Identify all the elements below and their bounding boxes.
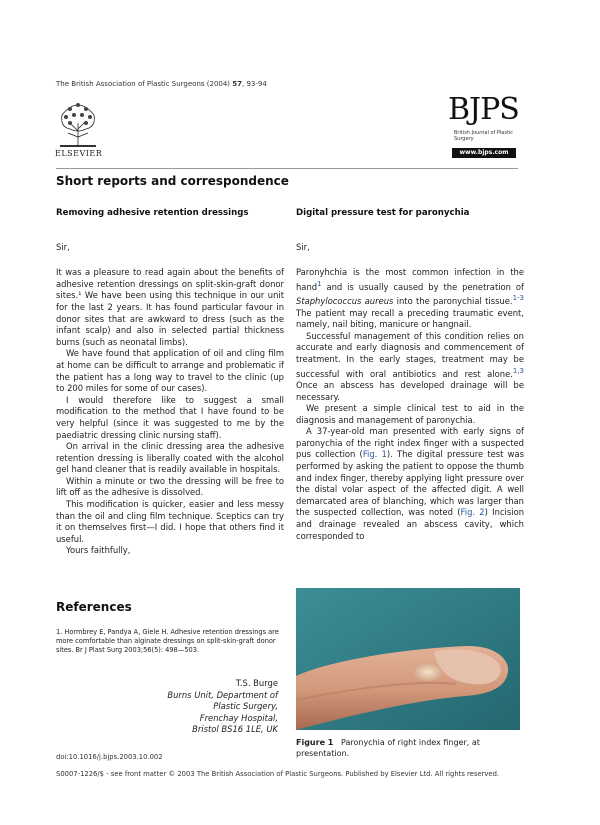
right-paragraph: Paronyhchia is the most common infection in the hand$^1$ and is usually caused by the penetration of Staphylococcus aureus into the paronychial tissue.$^{1-3}$ The patient may recall a preceding traumatic event, namely, nail biting, manicure or hangnail.: [296, 267, 524, 330]
copyright-footer: S0007-1226/$ - see front matter © 2003 The British Association of Plastic Surgeons. Published by Elsevier Ltd. All rights reserved.: [56, 770, 500, 778]
signature-affiliation: Burns Unit, Department of Plastic Surgery,: [167, 689, 278, 712]
citation-link[interactable]: 1,3: [512, 366, 524, 375]
signature-name: T.S. Burge: [235, 678, 278, 688]
right-article-title: Digital pressure test for paronychia: [296, 208, 470, 218]
reference-item: 1. Hormbrey E, Pandya A, Giele H. Adhesive retention dressings are more comfortable than alginate dressings on split-skin-graft donor sites. Br J Plast Surg 2003;56(5): 498—503.: [56, 628, 279, 654]
left-paragraph: On arrival in the clinic dressing area the adhesive retention dressing is liberally coated with the alcohol gel hand cleaner that is readily available in hospitals.: [56, 441, 284, 475]
right-paragraph: A 37-year-old man presented with early signs of paronychia of the right index finger with a suspected pus collection (Fig. 1). The digital pressure test was performed by asking the patient to oppose the thumb and index finger, thereby applying light pressure over the distal volar aspect of the affected digit. A well demarcated area of blanching, which was larger than the suspected collection, was noted (Fig. 2) Incision and drainage revealed an abscess cavity, which corresponded to: [296, 426, 524, 541]
right-paragraph: Successful management of this condition relies on accurate and early diagnosis and commencement of treatment. In the early stages, treatment may be successful with oral antibiotics and rest alone.$^{1,3}$ Once an abscess has developed drainage will be necessary.: [296, 330, 524, 402]
left-paragraph: We have found that application of oil and cling film at home can be difficult to arrange and problematic if the patient has a long way to travel to the clinic (up to 200 miles for some of our cases).: [56, 348, 284, 394]
journal-citation: The British Association of Plastic Surgeons (2004) 57, 93-94: [56, 80, 267, 88]
signature-affiliation: Frenchay Hospital,: [199, 712, 278, 723]
left-salutation: Sir,: [56, 241, 70, 252]
publisher-name: ELSEVIER: [55, 149, 103, 158]
left-paragraph: Within a minute or two the dressing will be free to lift off as the adhesive is dissolved.: [56, 475, 284, 498]
left-paragraph: This modification is quicker, easier and less messy than the oil and cling film technique. Sceptics can try it on themselves first—I did. I hope that others find it useful.: [56, 499, 284, 544]
figure-1-photo: [296, 588, 520, 730]
citation-link[interactable]: 1-3: [512, 294, 524, 303]
right-article: [296, 208, 524, 542]
elsevier-tree-logo: [55, 93, 103, 158]
references-title: References: [56, 600, 132, 614]
left-article: [56, 208, 284, 557]
right-paragraph: We present a simple clinical test to aid in the diagnosis and management of paronychia.: [296, 403, 524, 425]
bjps-logo: [446, 92, 518, 162]
figure-link[interactable]: Fig. 2: [460, 507, 485, 518]
citation-link[interactable]: 1: [317, 279, 322, 288]
left-paragraph: It was a pleasure to read again about the benefits of adhesive retention dressings on split-skin-graft donor sites.¹ We have been using this technique in our unit for the last 2 years. It has found particular favour in donor sites that are awkward to dress (such as the infant scalp) and also in selected partial thickness burns (such as neonatal limbs).: [56, 267, 284, 347]
left-sign-off: Yours faithfully,: [66, 545, 131, 556]
doi: doi:10.1016/j.bjps.2003.10.002: [56, 753, 163, 761]
bjps-logo-subtitle: British Journal of Plastic Surgery: [454, 130, 514, 142]
signature-affiliation: Bristol BS16 1LE, UK: [192, 724, 278, 735]
figure-link[interactable]: Fig. 1: [362, 449, 387, 460]
right-salutation: Sir,: [296, 241, 310, 252]
left-paragraph: I would therefore like to suggest a small modification to the method that I have found to be very helpful (since it was suggested to me by the paediatric dressing clinic nursing staff).: [56, 394, 284, 440]
figure-1-caption: Figure 1 Paronychia of right index finger, at presentation.: [296, 738, 480, 758]
left-article-title: Removing adhesive retention dressings: [56, 208, 249, 218]
figure-label: Figure 1: [296, 738, 334, 747]
signature-block: [160, 678, 278, 736]
bjps-logo-text: BJPS: [448, 92, 519, 127]
bjps-logo-url: www.bjps.com: [452, 148, 516, 158]
section-title: Short reports and correspondence: [56, 174, 289, 188]
header-rule: [56, 168, 518, 169]
